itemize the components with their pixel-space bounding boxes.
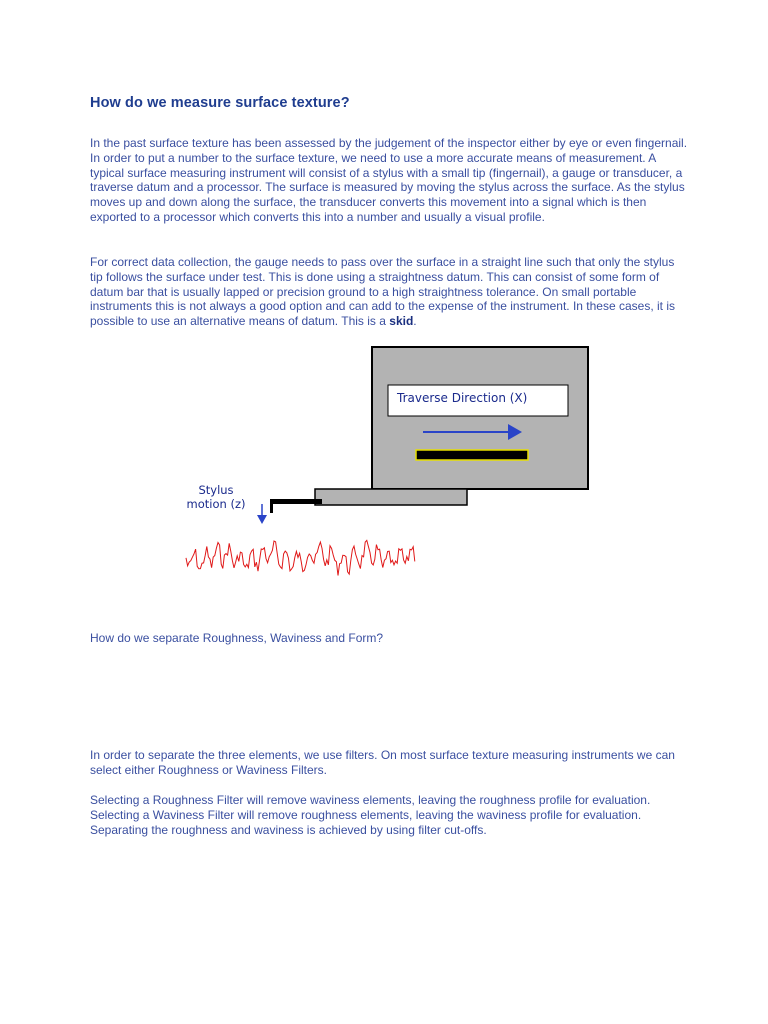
stylus-arm xyxy=(315,489,467,505)
waviness-filter-line: Selecting a Waviness Filter will remove roughness elements, leaving the waviness profile for evaluation. xyxy=(90,807,642,822)
gauge-housing xyxy=(372,347,588,489)
filter-types-paragraph xyxy=(90,793,690,837)
stylus-motion-arrow-icon xyxy=(257,515,267,524)
stylus-tip xyxy=(270,499,273,513)
page-title: How do we measure surface texture? xyxy=(90,95,350,111)
stylus-label-line2: motion (z) xyxy=(186,497,246,511)
roughness-filter-line: Selecting a Roughness Filter will remove waviness elements, leaving the roughness profile for evaluation. xyxy=(90,793,651,807)
cutoff-line: Separating the roughness and waviness is achieved by using filter cut-offs. xyxy=(90,822,487,837)
datum-paragraph-end: . xyxy=(413,314,417,329)
skid-term: skid xyxy=(389,314,414,329)
filters-paragraph: In order to separate the three elements, we use filters. On most surface texture measuring instruments we can select either Roughness or Waviness Filters. xyxy=(90,748,675,777)
datum-paragraph-text: For correct data collection, the gauge needs to pass over the surface in a straight line such that only the stylus tip follows the surface under test. This is done using a straightness datum. This can consist of some form of datum bar that is usually lapped or precision ground to a high straightness tolerance. On small portable instruments this is not always a good option and can add to the expense of the instrument. In these cases, it is possible to use an alternative means of datum. This is a xyxy=(90,255,676,329)
diagram-svg xyxy=(160,340,600,590)
separation-subheading: How do we separate Roughness, Waviness and Form? xyxy=(90,631,384,645)
stylus-tip-mount xyxy=(270,499,322,504)
intro-paragraph: In the past surface texture has been assessed by the judgement of the inspector either by eye or even fingernail. In order to put a number to the surface texture, we need to use a more accurate means of measurement. A typical surface measuring instrument will consist of a stylus with a small tip (fingernail), a gauge or transducer, a traverse datum and a processor. The surface is measured by moving the stylus across the surface. As the stylus moves up and down along the surface, the transducer converts this movement into a signal which is then exported to a processor which converts this into a number and usually a visual profile. xyxy=(90,136,688,224)
datum-bar xyxy=(416,450,528,460)
stylus-label-line1: Stylus xyxy=(198,483,234,497)
datum-paragraph xyxy=(90,255,690,329)
traverse-direction-label: Traverse Direction (X) xyxy=(397,391,528,405)
stylus-instrument-diagram xyxy=(160,340,600,590)
surface-profile-trace xyxy=(186,540,415,575)
